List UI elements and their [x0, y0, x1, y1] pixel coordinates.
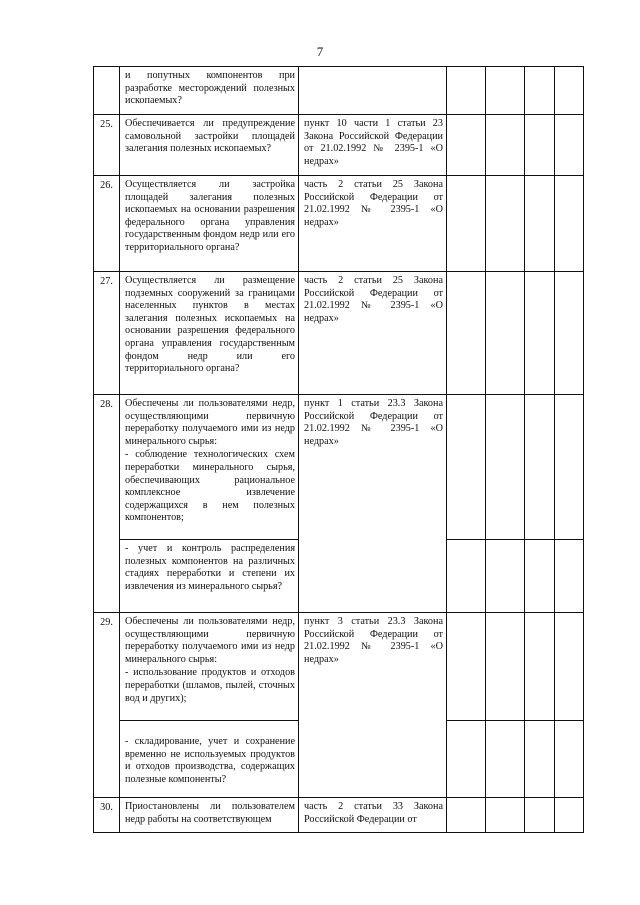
checklist-table — [93, 66, 584, 833]
answer-yes-cell — [447, 721, 486, 798]
row-number: 30. — [94, 798, 120, 833]
table-row — [94, 115, 584, 176]
answer-na-cell — [525, 798, 555, 833]
answer-na-cell — [525, 67, 555, 115]
note-cell — [555, 798, 584, 833]
question-item: - учет и контроль распределения полезных компонентов на различных стадиях переработки и степени их извлечения из минерального сырья? — [125, 543, 295, 592]
answer-yes-cell — [447, 613, 486, 721]
note-cell — [555, 540, 584, 613]
table-row — [94, 67, 584, 115]
note-cell — [555, 272, 584, 395]
table-row — [94, 613, 584, 721]
question-item: - использование продуктов и отходов переработки (шламов, пылей, сточных вод и других); — [125, 667, 295, 704]
answer-yes-cell — [447, 67, 486, 115]
question-cell — [120, 721, 299, 798]
legal-basis-cell: пункт 10 части 1 статьи 23 Закона Российской Федерации от 21.02.1992 № 2395-1 «О недрах» — [299, 115, 447, 176]
table-row — [94, 272, 584, 395]
legal-basis-cell: пункт 3 статьи 23.3 Закона Российской Федерации от 21.02.1992 № 2395-1 «О недрах» — [299, 613, 447, 798]
answer-na-cell — [525, 613, 555, 721]
answer-yes-cell — [447, 176, 486, 272]
row-number: 28. — [94, 395, 120, 613]
page-number: 7 — [316, 44, 324, 59]
question-intro: Обеспечены ли пользователями недр, осуществляющими первичную переработку получаемого ими из недр минерального сырья: — [125, 616, 295, 665]
row-number: 27. — [94, 272, 120, 395]
answer-yes-cell — [447, 115, 486, 176]
answer-no-cell — [486, 540, 525, 613]
answer-no-cell — [486, 176, 525, 272]
note-cell — [555, 115, 584, 176]
question-cell: Обеспечивается ли предупреждение самовольной застройки площадей залегания полезных ископаемых? — [120, 115, 299, 176]
legal-basis-cell — [299, 67, 447, 115]
answer-na-cell — [525, 176, 555, 272]
question-intro: Обеспечены ли пользователями недр, осуществляющими первичную переработку получаемого ими из недр минерального сырья: — [125, 398, 295, 447]
question-cell: Осуществляется ли размещение подземных сооружений за границами населенных пунктов в местах залегания полезных ископаемых на основании разрешения федерального органа управления государственным фондом недр или его территориального органа? — [120, 272, 299, 395]
answer-yes-cell — [447, 272, 486, 395]
note-cell — [555, 721, 584, 798]
answer-na-cell — [525, 721, 555, 798]
table-row — [94, 395, 584, 540]
legal-basis-cell: часть 2 статьи 25 Закона Российской Федерации от 21.02.1992 № 2395-1 «О недрах» — [299, 272, 447, 395]
answer-no-cell — [486, 395, 525, 540]
question-cell: и попутных компонентов при разработке месторождений полезных ископаемых? — [120, 67, 299, 115]
answer-yes-cell — [447, 798, 486, 833]
answer-no-cell — [486, 613, 525, 721]
answer-no-cell — [486, 272, 525, 395]
answer-no-cell — [486, 67, 525, 115]
answer-na-cell — [525, 540, 555, 613]
row-number: 29. — [94, 613, 120, 798]
note-cell — [555, 395, 584, 540]
answer-na-cell — [525, 115, 555, 176]
table-row — [94, 798, 584, 833]
note-cell — [555, 613, 584, 721]
legal-basis-cell: пункт 1 статьи 23.3 Закона Российской Федерации от 21.02.1992 № 2395-1 «О недрах» — [299, 395, 447, 613]
question-cell — [120, 613, 299, 721]
answer-no-cell — [486, 798, 525, 833]
answer-no-cell — [486, 115, 525, 176]
legal-basis-cell: часть 2 статьи 25 Закона Российской Федерации от 21.02.1992 № 2395-1 «О недрах» — [299, 176, 447, 272]
question-item: - складирование, учет и сохранение временно не используемых продуктов и отходов производства, содержащих полезные компоненты? — [125, 736, 295, 785]
question-cell — [120, 540, 299, 613]
row-number: 25. — [94, 115, 120, 176]
note-cell — [555, 67, 584, 115]
question-cell: Осуществляется ли застройка площадей залегания полезных ископаемых на основании разрешения федерального органа управления государственным фондом недр или его территориального органа? — [120, 176, 299, 272]
table-row — [94, 176, 584, 272]
answer-na-cell — [525, 272, 555, 395]
answer-yes-cell — [447, 540, 486, 613]
question-item: - соблюдение технологических схем переработки минерального сырья, обеспечивающих рациональное комплексное извлечение содержащихся в нем полезных компонентов; — [125, 449, 295, 524]
answer-na-cell — [525, 395, 555, 540]
answer-no-cell — [486, 721, 525, 798]
row-number: 26. — [94, 176, 120, 272]
row-number — [94, 67, 120, 115]
question-cell: Приостановлены ли пользователем недр работы на соответствующем — [120, 798, 299, 833]
question-cell — [120, 395, 299, 540]
note-cell — [555, 176, 584, 272]
answer-yes-cell — [447, 395, 486, 540]
legal-basis-cell: часть 2 статьи 33 Закона Российской Федерации от — [299, 798, 447, 833]
